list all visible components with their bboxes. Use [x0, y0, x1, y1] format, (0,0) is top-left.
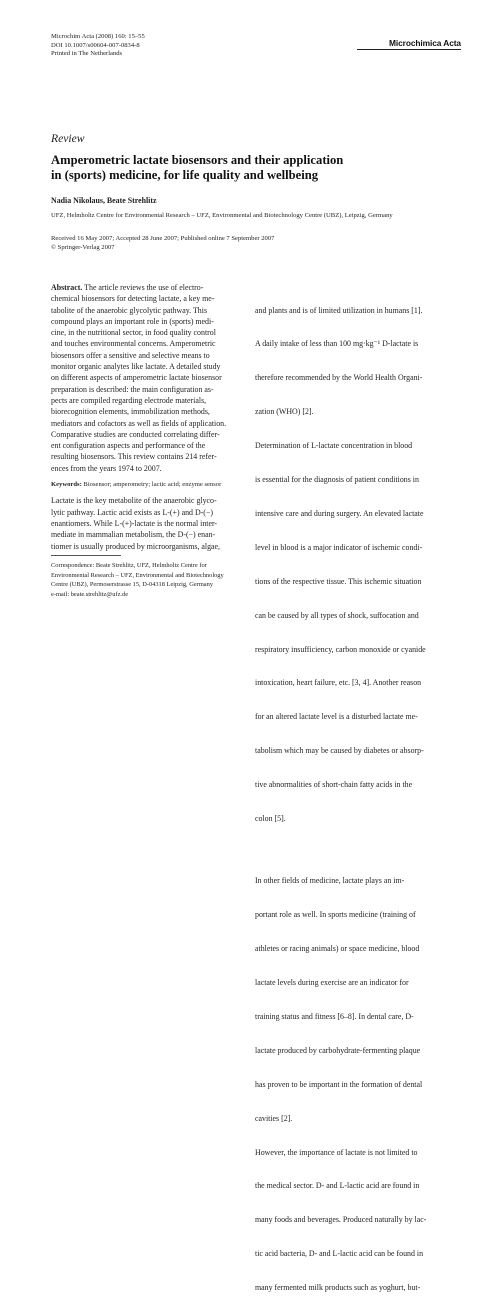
abstract-label: Abstract.	[51, 283, 83, 292]
abstract-line: ences from the years 1974 to 2007.	[51, 463, 162, 473]
body-line: A daily intake of less than 100 mg·kg⁻¹ D-lactate is	[255, 339, 419, 349]
body-line: many fermented milk products such as yoghurt, but-	[255, 1283, 421, 1293]
body-line: cavities [2].	[255, 1113, 293, 1123]
copyright: © Springer-Verlag 2007	[51, 243, 115, 251]
body-line: In other fields of medicine, lactate plays an im-	[255, 876, 405, 886]
body-line: athletes or racing animals) or space medicine, blood	[255, 944, 420, 954]
body-line: tic acid bacteria, D- and L-lactic acid can be found in	[255, 1249, 424, 1259]
body-line: therefore recommended by the World Health Organi-	[255, 373, 423, 383]
keywords	[51, 479, 247, 490]
left-column	[51, 282, 247, 552]
abstract-line: resulting biosensors. This review contains 214 refer-	[51, 452, 217, 462]
body-line: zation (WHO) [2].	[255, 407, 314, 417]
abstract-line: biorecognition elements, immobilization methods,	[51, 407, 210, 417]
journal-name: Microchimica Acta	[389, 38, 461, 48]
history: Received 16 May 2007; Accepted 28 June 2007; Published online 7 September 2007	[51, 235, 275, 242]
abstract-line: Abstract. The article reviews the use of electro-	[51, 283, 204, 292]
body-line: intensive care and during surgery. An elevated lactate	[255, 508, 424, 518]
abstract-line: monitor organic analytes like lactate. A detailed study	[51, 362, 221, 372]
body-line: tive abnormalities of short-chain fatty acids in the	[255, 780, 413, 790]
publication-dates	[51, 235, 274, 252]
abstract-line: preparation is described: the main configuration as-	[51, 384, 214, 394]
body-line: the medical sector. D- and L-lactic acid are found in	[255, 1181, 420, 1191]
footnote-line: Environmental Research – UFZ, Environmental and Biotechnology	[51, 571, 224, 579]
abstract-line: on different aspects of amperometric lactate biosensor	[51, 373, 222, 383]
intro-line: mediate in mammalian metabolism, the D-(−) enan-	[51, 530, 216, 540]
body-line: has proven to be important in the formation of dental	[255, 1079, 423, 1089]
abstract-line: pects are compiled regarding electrode materials,	[51, 395, 207, 405]
intro-line: enantiomers. While L-(+)-lactate is the normal inter-	[51, 518, 218, 528]
correspondence-footnote	[51, 561, 224, 599]
footnote-line: Centre (UBZ), Permoserstrasse 15, D-04318 Leipzig, Germany	[51, 581, 214, 589]
right-column	[255, 282, 461, 1305]
abstract-line: ent configuration aspects and performance of the	[51, 441, 206, 451]
abstract-line: mediators and cofactors as well as fields of application.	[51, 418, 227, 428]
authors: Nadia Nikolaus, Beate Strehlitz	[51, 196, 157, 205]
body-line: Determination of L-lactate concentration in blood	[255, 441, 413, 451]
body-line: lactate levels during exercise are an indicator for	[255, 978, 409, 988]
intro-line: lytic pathway. Lactic acid exists as L-(+) and D-(−)	[51, 507, 213, 517]
body-line: and plants and is of limited utilization in humans [1].	[255, 305, 423, 315]
intro-line: Lactate is the key metabolite of the anaerobic glyco-	[51, 496, 217, 506]
intro-line: tiomer is usually produced by microorganisms, algae,	[51, 541, 221, 551]
printed-in: Printed in The Netherlands	[51, 50, 123, 58]
body-line: intoxication, heart failure, etc. [3, 4]. Another reason	[255, 678, 422, 688]
body-line: is essential for the diagnosis of patient conditions in	[255, 475, 419, 485]
body-line: portant role as well. In sports medicine (training of	[255, 910, 416, 920]
footnote-line: Correspondence: Beate Strehlitz, UFZ, Helmholtz Centre for	[51, 562, 207, 569]
abstract-line: tabolite of the anaerobic glycolytic pathway. This	[51, 305, 208, 315]
abstract-line: chemical biosensors for detecting lactate, a key me-	[51, 294, 215, 304]
article-header	[51, 33, 145, 59]
body-line: for an altered lactate level is a disturbed lactate me-	[255, 712, 418, 722]
citation: Microchim Acta (2008) 160: 15–55	[51, 33, 145, 40]
body-line: lactate produced by carbohydrate-fermenting plaque	[255, 1045, 421, 1055]
article-title	[51, 153, 451, 183]
title-line: in (sports) medicine, for life quality and wellbeing	[51, 168, 319, 182]
abstract-line: biosensors offer a sensitive and selective means to	[51, 350, 210, 360]
body-line: training status and fitness [6–8]. In dental care, D-	[255, 1012, 414, 1021]
body-line: respiratory insufficiency, carbon monoxide or cyanide	[255, 644, 426, 654]
footnote-line: e-mail: beate.strehlitz@ufz.de	[51, 590, 129, 598]
body-line: many foods and beverages. Produced naturally by lac-	[255, 1215, 427, 1225]
abstract-line: cine, in the nutritional sector, in food quality control	[51, 328, 216, 338]
abstract-line: Comparative studies are conducted correlating differ-	[51, 429, 220, 439]
footnote-rule	[51, 555, 121, 556]
body-line: tabolism which may be caused by diabetes or absorp-	[255, 746, 424, 756]
abstract-line: and touches environmental concerns. Amperometric	[51, 339, 216, 349]
keywords-text: Biosensor; amperometry; lactic acid; enzyme sensor	[81, 481, 222, 489]
body-line: However, the importance of lactate is not limited to	[255, 1147, 418, 1157]
body-line: tions of the respective tissue. This ischemic situation	[255, 576, 422, 586]
section-label: Review	[51, 132, 85, 145]
abstract-line: compound plays an important role in (sports) medi-	[51, 316, 214, 326]
body-line: colon [5].	[255, 813, 286, 823]
doi: DOI 10.1007/s00604-007-0834-8	[51, 41, 140, 49]
keywords-label: Keywords:	[51, 481, 82, 489]
title-line: Amperometric lactate biosensors and their application	[51, 153, 344, 167]
affiliation: UFZ, Helmholtz Centre for Environmental Research – UFZ, Environmental and Biotechnology Centre (UBZ), Leipzig, Germany	[51, 212, 393, 219]
body-line: can be caused by all types of shock, suffocation and	[255, 610, 419, 620]
journal-banner	[357, 35, 461, 50]
body-line: level in blood is a major indicator of ischemic condi-	[255, 542, 423, 552]
